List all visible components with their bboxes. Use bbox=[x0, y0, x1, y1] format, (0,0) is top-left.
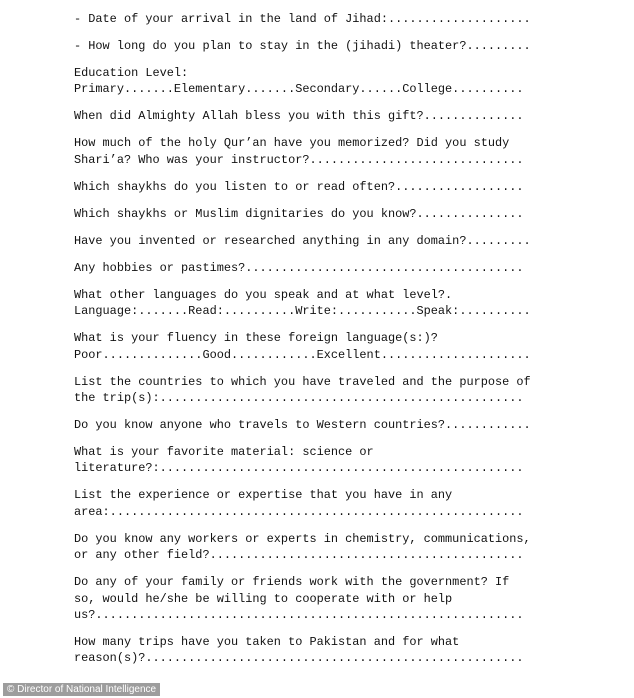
photo-credit: © Director of National Intelligence bbox=[3, 683, 160, 696]
question-item bbox=[74, 330, 564, 363]
question-line: Have you invented or researched anything in any domain?......... bbox=[74, 233, 531, 248]
photo-credit-bar bbox=[0, 681, 634, 698]
question-line: Language:.......Read:..........Write:...........Speak:.......... bbox=[74, 304, 531, 319]
question-line: Do you know any workers or experts in chemistry, communications, bbox=[74, 531, 531, 546]
question-item bbox=[74, 108, 564, 124]
question-line: reason(s)?..................................................... bbox=[74, 651, 524, 666]
question-line: - How long do you plan to stay in the (jihadi) theater?......... bbox=[74, 39, 531, 53]
question-line: What is your fluency in these foreign language(s:)? bbox=[74, 331, 438, 346]
questionnaire-page bbox=[74, 11, 564, 677]
question-line: Shari’a? Who was your instructor?.............................. bbox=[74, 152, 524, 167]
question-line: Any hobbies or pastimes?....................................... bbox=[74, 260, 524, 275]
question-line: or any other field?............................................ bbox=[74, 548, 524, 563]
question-line: - Date of your arrival in the land of Jihad:.................... bbox=[74, 12, 531, 26]
question-line: What is your favorite material: science or bbox=[74, 445, 374, 460]
question-item bbox=[74, 11, 564, 27]
question-line: What other languages do you speak and at what level?. bbox=[74, 287, 453, 302]
question-line: Do any of your family or friends work with the government? If bbox=[74, 575, 510, 590]
question-line: Education Level: bbox=[74, 66, 189, 80]
question-line: How much of the holy Qur’an have you memorized? Did you study bbox=[74, 136, 510, 151]
question-line: literature?:................................................... bbox=[74, 461, 524, 476]
question-item bbox=[74, 574, 564, 623]
question-item bbox=[74, 260, 564, 276]
question-item bbox=[74, 634, 564, 667]
question-line: so, would he/she be willing to cooperate with or help bbox=[74, 591, 453, 606]
question-item bbox=[74, 135, 564, 168]
question-item bbox=[74, 531, 564, 564]
question-item bbox=[74, 444, 564, 477]
question-line: How many trips have you taken to Pakistan and for what bbox=[74, 635, 460, 650]
question-line: Which shaykhs do you listen to or read often?.................. bbox=[74, 179, 524, 194]
question-line: the trip(s):................................................... bbox=[74, 391, 524, 406]
question-item bbox=[74, 233, 564, 249]
question-line: Do you know anyone who travels to Western countries?............ bbox=[74, 418, 531, 433]
question-line: Which shaykhs or Muslim dignitaries do you know?............... bbox=[74, 206, 524, 221]
question-item bbox=[74, 65, 564, 98]
question-item bbox=[74, 374, 564, 407]
question-line: List the experience or expertise that you have in any bbox=[74, 488, 453, 503]
question-item bbox=[74, 38, 564, 54]
question-item bbox=[74, 287, 564, 320]
question-line: Primary.......Elementary.......Secondary......College.......... bbox=[74, 82, 524, 97]
question-line: Poor..............Good............Excellent..................... bbox=[74, 347, 531, 362]
question-item bbox=[74, 487, 564, 520]
question-line: us?............................................................ bbox=[74, 608, 524, 623]
question-item bbox=[74, 417, 564, 433]
question-item bbox=[74, 206, 564, 222]
question-item bbox=[74, 179, 564, 195]
question-line: area:.......................................................... bbox=[74, 504, 524, 519]
question-line: List the countries to which you have traveled and the purpose of bbox=[74, 374, 531, 389]
question-line: When did Almighty Allah bless you with this gift?.............. bbox=[74, 109, 524, 124]
